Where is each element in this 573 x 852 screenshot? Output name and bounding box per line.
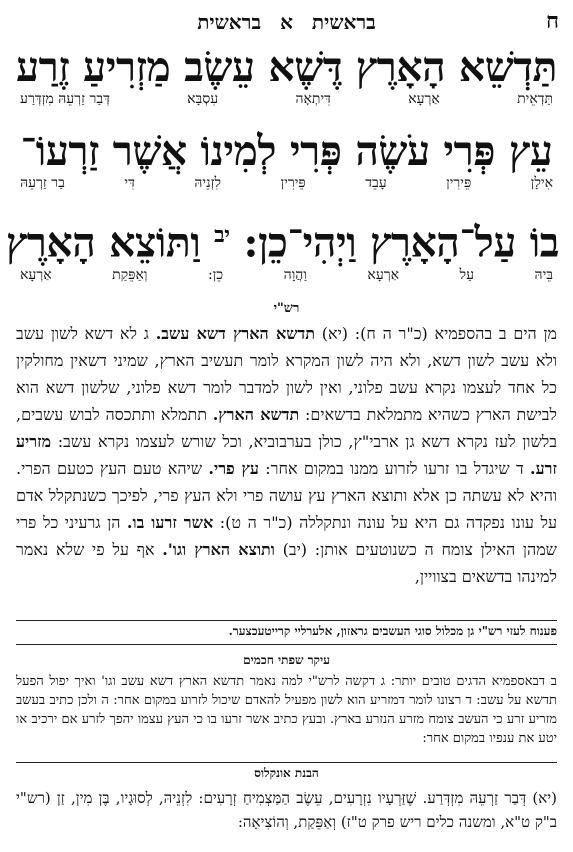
gloss-word: פֵּירִין — [280, 175, 306, 191]
rashi-text: תתמלא ותתכסה לבוש עשבים, בלשון לעז נקרא דשא גן ארבי"ץ, כולן בערבוביא, וכל שורש לעצמו נקרא עשב: — [16, 405, 557, 451]
rashi-text: אף על פי שלא נאמר למינהו בדשאים בצוויין, — [16, 540, 557, 586]
lazi-footnote: פענוח לעזי רש"י גן מכלול סוגי העשבים גראזון, אלערליי קרייטעכצער. — [228, 624, 557, 638]
verse-line-2-block — [14, 128, 559, 192]
verse-line-3-block — [5, 212, 559, 284]
rashi-dibur-hamatchil: תדשא הארץ דשא עשב. — [155, 324, 316, 343]
rashi-text: ד שיגדל בו זרעו לזרוע ממנו במקום אחר: — [258, 459, 531, 478]
gloss-word: דְּבַר זַרְעֵהּ מִזְדְּרַע — [20, 91, 110, 107]
gloss-word: עַל — [459, 266, 475, 283]
gloss-word: עָבֵד — [365, 175, 387, 191]
rashi-title: רש"י — [273, 301, 300, 316]
divider — [16, 620, 557, 621]
divider — [16, 644, 557, 645]
gloss-word: אַרְעָא — [367, 266, 400, 283]
gloss-word: אַרְעָא — [408, 91, 440, 107]
rashi-dibur-hamatchil: מזריע זרע. — [16, 432, 557, 478]
rashi-dibur-hamatchil: ותוצא הארץ וגו'. — [162, 540, 275, 559]
rashi-commentary — [16, 320, 557, 590]
chapter-letter: א — [280, 10, 293, 34]
sifsei-chachamim-title: עיקר שפתי חכמים — [243, 653, 330, 667]
rashi-text: הן גרעיני כל פרי שמהן האילן צומח ה כשנוטעים אותן: (יב) — [16, 513, 557, 559]
gloss-word: פֵּירִין — [446, 175, 472, 191]
verse-line-1: תַּדְשֵׁא הָאָרֶץ דֶּשֶׁא עֵשֶׂב מַזְרִיעַ זֶרַע — [15, 43, 558, 91]
sifsei-chachamim-text: ב דבאספמיא הדגים טובים יותר: ג דקשה לרש"י למה נאמר תדשא הארץ דשא עשב וגו' ואיך יפול הפעל תדשא על עשב: ד רצונו לומר דמזריע הוא לשון מפעיל להאדם שיכול לזרוע במקום אחר: ה ולכן כתיב בעשב מזריע זרע כי העשב צומח מזרע הנזרע בארץ. ובעץ כתיב אשר זרעו בו כי העץ עצמו יהפך לזרע אם ירכיב או יטע את ענפיו במקום אחר: — [16, 674, 557, 746]
gloss-word: לִזְנֵיהּ — [194, 175, 222, 191]
onkelos-text: (יא) דְּבַר זַרְעֵהּ מִזְדְּרַע. שֶׁזַּרְעָיו נִזְרָעִים, עֵשֶׂב הַמַּצְמִיחַ זְרָעִים: לִזְנֵיהּ, לְסוּגָיו, בֶּן מִין, זַן (רש"י ב"ק ט"א, ומשנה כלים ריש פרק ט"ז) וְאַפֵּקַת, וְהוֹצִיאָה: — [16, 789, 557, 831]
header-title — [14, 10, 559, 35]
gloss-word: עִסְבָּא — [187, 91, 219, 107]
rashi-dibur-hamatchil: אשר זרעו בו. — [126, 513, 214, 532]
targum-gloss-1 — [14, 90, 559, 108]
verse-line-3 — [5, 212, 559, 267]
verse-line-3-end: וַתּוֹצֵא הָאָרֶץ — [5, 218, 201, 267]
gloss-word: וְאַפֵּקַת — [112, 266, 148, 283]
gloss-word: כֵן: — [208, 266, 224, 283]
gloss-word: דִּי — [124, 175, 135, 191]
gloss-word: אִילָן — [530, 175, 553, 191]
rashi-dibur-hamatchil: תדשא הארץ. — [212, 405, 300, 424]
targum-gloss-3 — [14, 266, 559, 284]
rashi-text: שיהא טעם העץ כטעם הפרי. והיא לא עשתה כן אלא ותוצא הארץ עץ עושה פרי ולא העץ פרי, לפיכך כשנתקלל אדם על עונו נפקדה גם היא על עונה ונתקללה (כ"ר ה ט): — [16, 459, 557, 532]
gloss-word: בַר זַרְעֵהּ — [20, 175, 65, 191]
gloss-word: דִּיתְאָה — [295, 91, 331, 107]
rashi-text: ג לא דשא לשון עשב ולא עשב לשון דשא, ולא היה לשון המקרא לומר תעשיב הארץ, שמיני דשאין מחולקין כל אחד לעצמו נקרא עשב פלוני, ואין לשון למדבר לומר דשא פלוני, שלשון דשא הוא לבישת הארץ כשהיא מתמלאת בדשאים: — [16, 324, 558, 424]
targum-gloss-2 — [14, 174, 559, 192]
book-name-left: בראשית — [311, 10, 376, 34]
book-name-right: בראשית — [197, 10, 262, 34]
onkelos-title: הבנת אונקלוס — [254, 766, 319, 780]
gloss-word: אַרְעָא — [20, 266, 52, 283]
verse-line-3-start: בוֹ עַל־הָאָרֶץ וַיְהִי־כֵן: — [243, 218, 559, 267]
running-header — [14, 8, 559, 34]
divider — [16, 762, 557, 763]
verse-line-2: עֵץ פְּרִי עֹשֶׂה פְּרִי לְמִינוֹ אֲשֶׁר זַרְעוֹ־ — [20, 127, 553, 175]
page-letter: ח — [545, 8, 559, 34]
rashi-dibur-hamatchil: עץ פרי. — [208, 459, 259, 478]
gloss-word: תַּדְאֵית — [517, 91, 553, 107]
verse-number: יב — [214, 222, 230, 248]
gloss-word: וַהֲוָה — [283, 266, 307, 283]
verse-line-1-block — [14, 44, 559, 108]
rashi-text: מן הים ב בהספמיא (כ"ר ה ח): (יא) — [315, 324, 558, 343]
gloss-word: בֵּיהּ — [534, 266, 553, 283]
